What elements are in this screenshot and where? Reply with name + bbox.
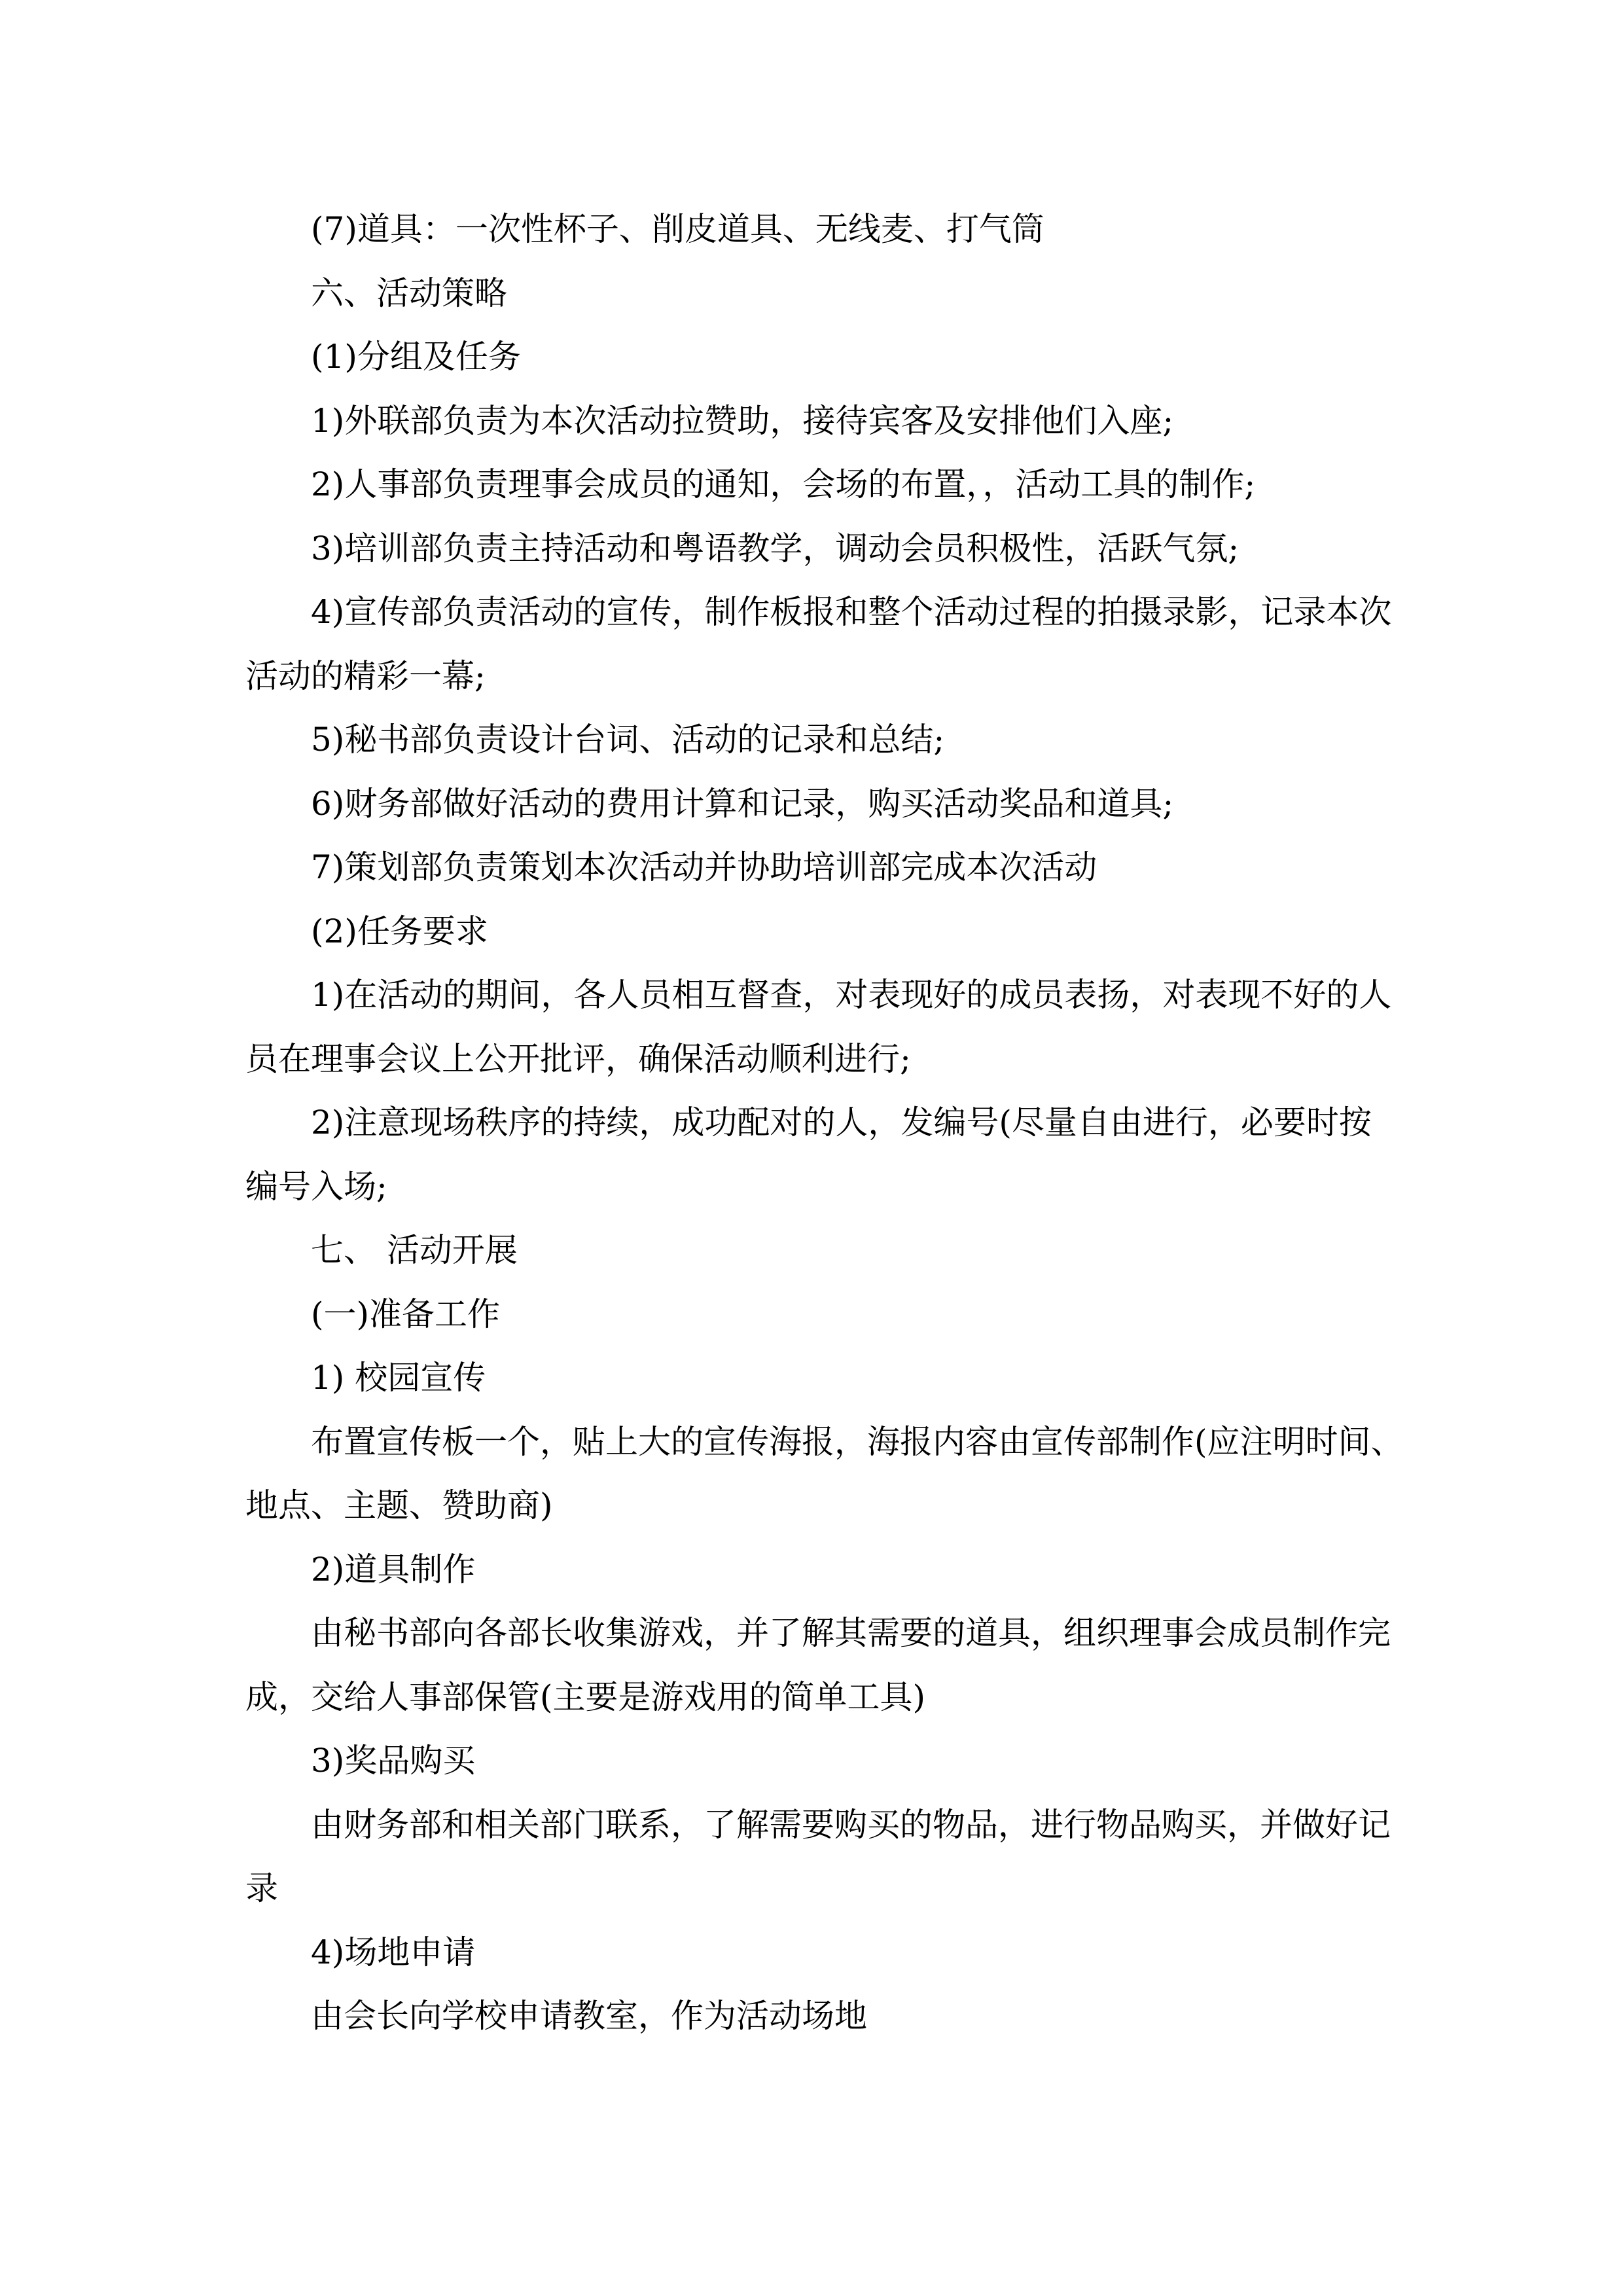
- task-item-1: 1)外联部负责为本次活动拉赞助，接待宾客及安排他们入座;: [311, 401, 1174, 440]
- prep-text-campus-promo: 布置宣传板一个，贴上大的宣传海报，海报内容由宣传部制作(应注明时间、: [311, 1422, 1404, 1461]
- requirement-item-1: 1)在活动的期间，各人员相互督查，对表现好的成员表扬，对表现不好的人: [311, 976, 1392, 1014]
- prep-text-prizes: 由财务部和相关部门联系，了解需要购买的物品，进行物品购买，并做好记: [311, 1805, 1391, 1844]
- task-item-7: 7)策划部负责策划本次活动并协助培训部完成本次活动: [311, 848, 1097, 886]
- section-heading-strategy: 六、活动策略: [311, 274, 507, 312]
- prep-heading-prizes: 3)奖品购买: [311, 1742, 476, 1780]
- task-item-4: 4)宣传部负责活动的宣传，制作板报和整个活动过程的拍摄录影，记录本次: [311, 593, 1392, 631]
- subheading-grouping: (1)分组及任务: [311, 338, 521, 376]
- task-item-5: 5)秘书部负责设计台词、活动的记录和总结;: [311, 721, 945, 759]
- document-body: [245, 198, 1404, 2049]
- prep-heading-campus-promo: 1) 校园宣传: [311, 1359, 486, 1397]
- prep-text-campus-promo-continued: 地点、主题、赞助商): [245, 1486, 553, 1524]
- requirement-item-2-continued: 编号入场;: [245, 1167, 387, 1206]
- subheading-preparation: (一)准备工作: [311, 1295, 501, 1333]
- section-heading-activity: 七、 活动开展: [311, 1231, 518, 1269]
- prep-heading-venue: 4)场地申请: [311, 1933, 476, 1971]
- prop-list-line: (7)道具：一次性杯子、削皮道具、无线麦、打气筒: [311, 210, 1044, 248]
- prep-text-prizes-continued: 录: [245, 1869, 278, 1907]
- prep-text-venue: 由会长向学校申请教室，作为活动场地: [311, 1997, 867, 2035]
- prep-heading-props: 2)道具制作: [311, 1550, 476, 1588]
- prep-text-props: 由秘书部向各部长收集游戏，并了解其需要的道具，组织理事会成员制作完: [311, 1614, 1391, 1652]
- task-item-3: 3)培训部负责主持活动和粤语教学，调动会员积极性，活跃气氛;: [311, 529, 1240, 567]
- prep-text-props-continued: 成，交给人事部保管(主要是游戏用的简单工具): [245, 1677, 926, 1716]
- requirement-item-1-continued: 员在理事会议上公开批评，确保活动顺利进行;: [245, 1039, 911, 1078]
- requirement-item-2: 2)注意现场秩序的持续，成功配对的人，发编号(尽量自由进行，必要时按: [311, 1103, 1372, 1141]
- task-item-6: 6)财务部做好活动的费用计算和记录，购买活动奖品和道具;: [311, 784, 1174, 823]
- task-item-2: 2)人事部负责理事会成员的通知，会场的布置，，活动工具的制作;: [311, 465, 1256, 503]
- subheading-requirements: (2)任务要求: [311, 912, 488, 950]
- task-item-4-continued: 活动的精彩一幕;: [245, 656, 486, 695]
